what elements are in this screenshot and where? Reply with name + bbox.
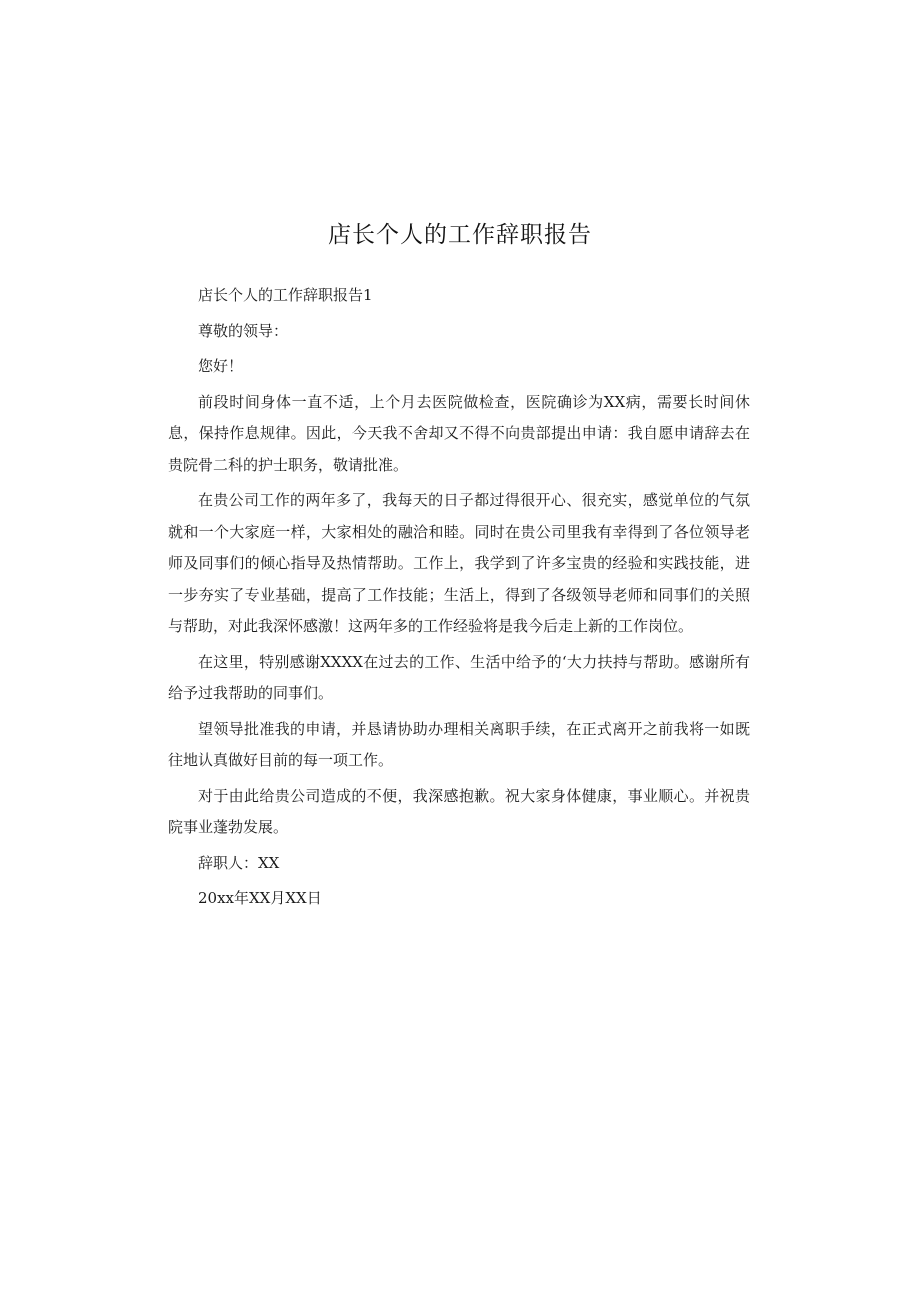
greeting: 您好！: [198, 357, 244, 375]
body-paragraph: 在贵公司工作的两年多了，我每天的日子都过得很开心、很充实，感觉单位的气氛就和一个大家庭一样，大家相处的融洽和睦。同时在贵公司里我有幸得到了各位领导老师及同事们的倾心指导及热情帮助。工作上，我学到了许多宝贵的经验和实践技能，进一步夯实了专业基础，提高了工作技能；生活上，得到了各级领导老师和同事们的关照与帮助，对此我深怀感激！这两年多的工作经验将是我今后走上新的工作岗位。: [168, 491, 750, 635]
document-subtitle: 店长个人的工作辞职报告1: [198, 286, 373, 304]
document-body: [168, 280, 750, 919]
body-paragraph: 在这里，特别感谢XXXX在过去的工作、生活中给予的‘大力扶持与帮助。感谢所有给予过我帮助的同事们。: [168, 652, 750, 702]
body-paragraph: 望领导批准我的申请，并恳请协助办理相关离职手续，在正式离开之前我将一如既往地认真做好目前的每一项工作。: [168, 719, 750, 769]
document-title: 店长个人的工作辞职报告: [328, 222, 592, 248]
signature: 辞职人：XX: [198, 853, 280, 872]
body-paragraph: 对于由此给贵公司造成的不便，我深感抱歉。祝大家身体健康，事业顺心。并祝贵院事业蓬勃发展。: [168, 786, 750, 836]
body-paragraph: 前段时间身体一直不适，上个月去医院做检查，医院确诊为XX病，需要长时间休息，保持作息规律。因此，今天我不舍却又不得不向贵部提出申请：我自愿申请辞去在贵院骨二科的护士职务，敬请批准。: [168, 392, 750, 474]
date: 20xx年XX月XX日: [198, 889, 322, 907]
salutation: 尊敬的领导：: [198, 321, 289, 340]
